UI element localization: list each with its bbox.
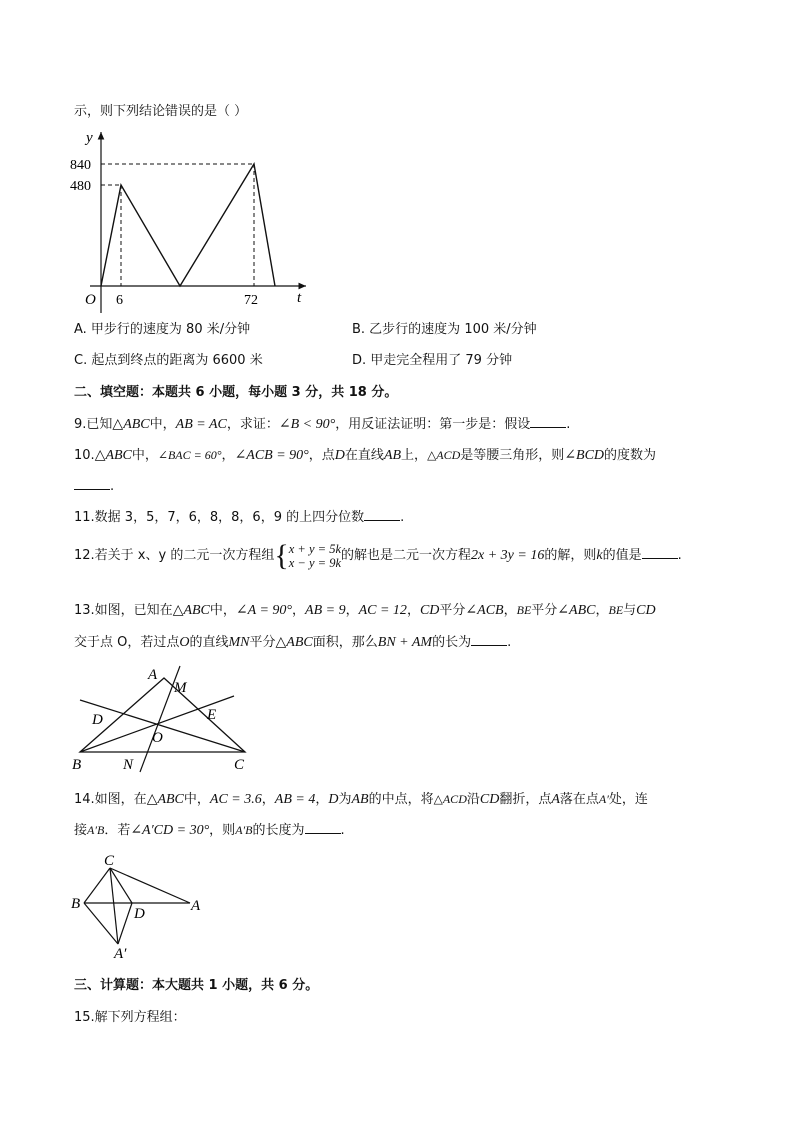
section-2-header: 二、填空题：本题共 6 小题，每小题 3 分，共 18 分。 — [74, 385, 398, 400]
section-3-header: 三、计算题：本大题共 1 小题，共 6 分。 — [74, 978, 319, 993]
answer-blank — [642, 546, 678, 559]
y-tick-840: 840 — [70, 158, 91, 173]
origin-label: O — [85, 292, 96, 308]
svg-text:D: D — [92, 712, 103, 728]
question-14-line-1: 14.如图，在△ABC中，AC = 3.6，AB = 4，D为AB的中点，将△ACD沿CD翻折，点A落在点A′处，连 — [74, 792, 648, 807]
svg-text:D: D — [134, 906, 145, 922]
answer-blank — [74, 477, 110, 490]
graph-line — [101, 164, 275, 286]
svg-text:E: E — [207, 707, 217, 723]
question-11: 11.数据 3，5，7，6，8，8，6，9 的上四分位数 . — [74, 510, 405, 525]
svg-text:A: A — [191, 898, 201, 914]
y-axis-label: y — [86, 130, 93, 146]
svg-text:B: B — [72, 757, 82, 773]
question-12: 12.若关于 x、y 的二元一次方程组{x + y = 5k x − y = 9k的解也是二元一次方程2x + 3y = 16的解，则k的值是 . — [74, 538, 682, 572]
x-axis-label: t — [297, 290, 302, 306]
system-brace: { — [274, 538, 289, 572]
triangle-figure-q13 — [68, 662, 268, 777]
svg-text:A: A — [148, 667, 158, 683]
answer-blank — [364, 508, 400, 521]
question-15: 15.解下列方程组： — [74, 1010, 186, 1025]
question-13-line-2: 交于点 O，若过点O的直线MN平分△ABC面积，那么BN + AM的长为 . — [74, 635, 512, 650]
answer-blank — [530, 415, 566, 428]
answer-blank — [305, 821, 341, 834]
svg-text:M: M — [174, 680, 187, 696]
svg-text:B: B — [71, 896, 81, 912]
question-10-cont: . — [74, 477, 114, 496]
question-14-line-2: 接A′B．若∠A′CD = 30°，则A′B的长度为 . — [74, 823, 345, 838]
x-tick-6: 6 — [116, 293, 123, 308]
option-d: D. 甲走完全程用了 79 分钟 — [352, 353, 513, 368]
svg-text:O: O — [152, 730, 163, 746]
question-10: 10.△ABC中，∠BAC = 60°，∠ACB = 90°，点D在直线AB上，△ACD是等腰三角形，则∠BCD的度数为 — [74, 448, 657, 463]
svg-text:A′: A′ — [114, 946, 127, 962]
y-tick-480: 480 — [70, 179, 91, 194]
question-13-line-1: 13.如图，已知在△ABC中，∠A = 90°，AB = 9，AC = 12，CD平分∠ACB，BE平分∠ABC，BE与CD — [74, 603, 656, 618]
x-tick-72: 72 — [244, 293, 258, 308]
svg-text:C: C — [234, 757, 245, 773]
question-9: 9.已知△ABC中，AB = AC，求证：∠B < 90°，用反证法证明：第一步是：假设 . — [74, 417, 571, 432]
svg-text:N: N — [123, 757, 134, 773]
equation-system: x + y = 5k x − y = 9k — [288, 541, 341, 570]
distance-time-graph — [70, 128, 330, 328]
option-b: B. 乙步行的速度为 100 米/分钟 — [352, 322, 537, 337]
option-a: A. 甲步行的速度为 80 米/分钟 — [74, 322, 251, 337]
fold-figure-q14 — [68, 850, 218, 965]
question-8-tail: 示，则下列结论错误的是（ ） — [74, 104, 248, 119]
option-c: C. 起点到终点的距离为 6600 米 — [74, 353, 263, 368]
answer-blank — [471, 633, 507, 646]
svg-text:C: C — [104, 853, 115, 869]
